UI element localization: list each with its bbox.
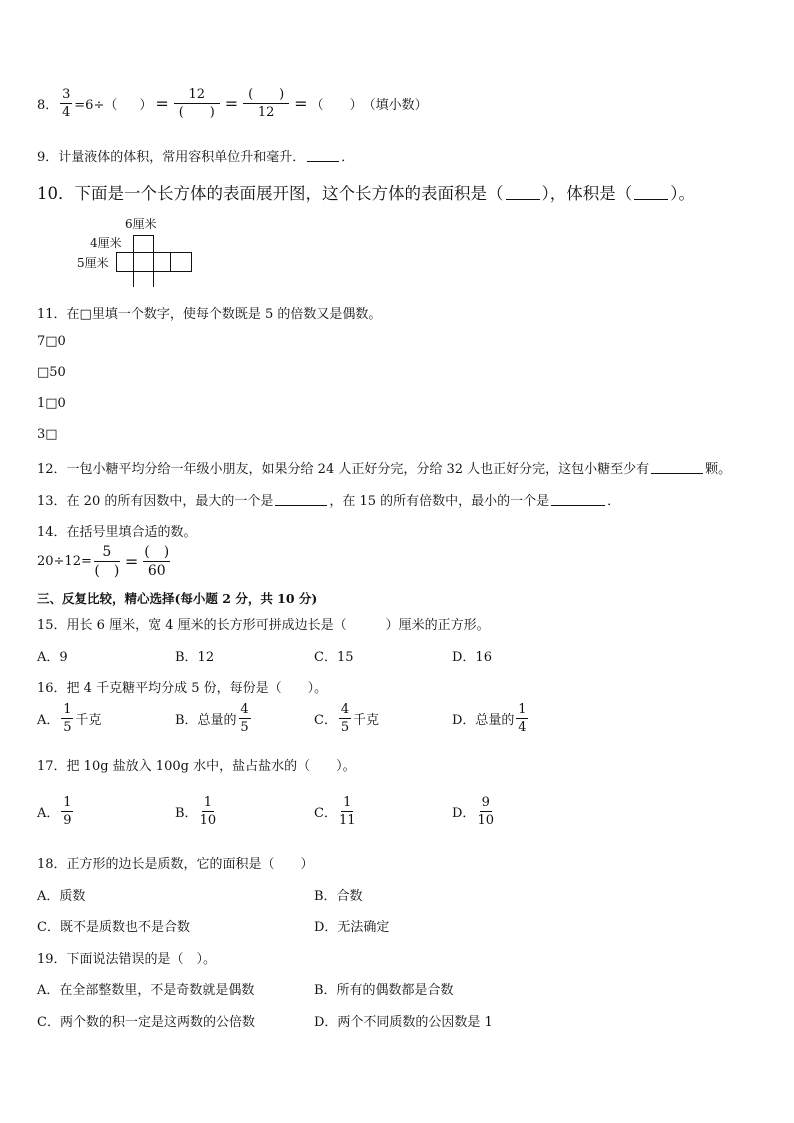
q8-answer-paren[interactable]: （ ） — [310, 98, 363, 113]
q17-option-c[interactable] — [314, 796, 358, 827]
q19-option-b[interactable] — [314, 979, 454, 998]
q8-div-text: =6÷（ — [74, 98, 118, 113]
q10-volume-blank[interactable] — [634, 184, 668, 200]
question-13 — [37, 490, 620, 509]
q8-close-paren: ） — [139, 98, 153, 113]
q17-option-b[interactable] — [175, 796, 218, 827]
question-18 — [37, 853, 314, 872]
q18-option-c[interactable] — [37, 916, 190, 935]
q16-a-fraction: $\frac{1}{5}$ — [63, 702, 72, 735]
q15-text: 15．用长 6 厘米，宽 4 厘米的长方形可拼成边长是（ ）厘米的正方形。 — [37, 618, 490, 633]
option-label: C． — [314, 713, 337, 728]
q11-item[interactable] — [37, 396, 66, 411]
q14-fraction-1[interactable]: $\frac{5}{( )}$ — [94, 544, 120, 579]
q19-option-a[interactable] — [37, 979, 254, 998]
option-label: C． — [314, 806, 337, 821]
q15-option-c[interactable] — [314, 646, 354, 665]
question-19 — [37, 948, 216, 967]
q10-text-c: ）。 — [670, 184, 695, 203]
option-text: A．9 — [37, 650, 68, 665]
q8-fraction-1: $\frac{3}{4}$ — [62, 87, 71, 120]
q10-surface-area-blank[interactable] — [506, 184, 540, 200]
q18-text: 18．正方形的边长是质数，它的面积是（ ） — [37, 857, 314, 872]
q17-option-a[interactable] — [37, 796, 75, 827]
option-text: B．合数 — [314, 889, 363, 904]
q11-item[interactable] — [37, 334, 66, 349]
q17-c-fraction: $\frac{1}{11}$ — [338, 795, 356, 828]
option-label: B．总量的 — [175, 713, 237, 728]
q12-text: 12．一包小糖平均分给一年级小朋友，如果分给 24 人正好分完，分给 32 人也正好分完，这包小糖至少有 — [37, 462, 650, 477]
option-label: D． — [452, 806, 476, 821]
q13-end: ． — [607, 494, 621, 509]
q18-option-a[interactable] — [37, 885, 85, 904]
net-right-face — [153, 252, 171, 272]
q8-fraction-3[interactable]: $\frac{( )}{12}$ — [243, 88, 289, 119]
option-text: C．两个数的积一定是这两数的公倍数 — [37, 1015, 255, 1030]
q13-blank-1[interactable] — [275, 493, 327, 506]
q14-expression — [37, 545, 172, 578]
q17-option-d[interactable] — [452, 796, 496, 827]
q15-option-a[interactable] — [37, 646, 68, 665]
q14-equals: = — [124, 552, 139, 571]
option-unit: 千克 — [75, 713, 102, 728]
q15-option-b[interactable] — [175, 646, 214, 665]
q13-text-a: 13．在 20 的所有因数中，最大的一个是 — [37, 494, 274, 509]
q12-end: 颗。 — [705, 462, 732, 477]
q8-equals-2: = — [224, 94, 239, 113]
q10-text-a: 10．下面是一个长方体的表面展开图，这个长方体的表面积是（ — [37, 184, 504, 203]
option-text: B．12 — [175, 650, 215, 665]
question-11 — [37, 303, 381, 322]
section-3-title-text: 三、反复比较，精心选择(每小题 2 分，共 10 分) — [37, 591, 318, 606]
option-text: D．无法确定 — [314, 920, 390, 935]
q19-option-c[interactable] — [37, 1011, 255, 1030]
q13-text-b: ，在 15 的所有倍数中，最小的一个是 — [329, 494, 550, 509]
net-bottom-face — [133, 271, 154, 287]
question-15 — [37, 614, 490, 633]
question-14 — [37, 521, 197, 540]
question-17 — [37, 755, 356, 774]
net-left-face — [116, 252, 134, 272]
section-3-title — [37, 589, 317, 607]
question-12 — [37, 458, 731, 477]
net-label-6cm: 6厘米 — [125, 217, 157, 231]
option-unit: 千克 — [352, 713, 379, 728]
q16-d-fraction: $\frac{1}{4}$ — [518, 702, 527, 735]
q11-item-text: 3□ — [37, 427, 58, 442]
question-9 — [37, 146, 354, 165]
q11-item[interactable] — [37, 427, 58, 442]
q11-item-text: 1□0 — [37, 396, 66, 411]
q12-answer-blank[interactable] — [651, 461, 703, 474]
option-text: A．质数 — [37, 889, 86, 904]
q17-a-fraction: $\frac{1}{9}$ — [63, 795, 72, 828]
option-text: B．所有的偶数都是合数 — [314, 983, 454, 998]
q14-fraction-2[interactable]: $\frac{( )}{60}$ — [144, 544, 170, 579]
net-back-face — [170, 252, 192, 272]
q14-text: 14．在括号里填合适的数。 — [37, 525, 197, 540]
q8-fraction-2[interactable]: $\frac{12}{( )}$ — [174, 88, 220, 119]
q15-option-d[interactable] — [452, 646, 492, 665]
q10-text-b: ），体积是（ — [541, 184, 633, 203]
q18-option-d[interactable] — [314, 916, 389, 935]
net-front-face — [133, 252, 154, 272]
q19-option-d[interactable] — [314, 1011, 493, 1030]
q16-option-b[interactable] — [175, 703, 253, 734]
question-10 — [37, 180, 695, 204]
option-label: A． — [37, 806, 60, 821]
q9-end: ． — [341, 150, 355, 165]
q16-text: 16．把 4 千克糖平均分成 5 份，每份是（ ）。 — [37, 681, 328, 696]
q19-text: 19．下面说法错误的是（ ）。 — [37, 952, 217, 967]
q17-d-fraction: $\frac{9}{10}$ — [477, 795, 494, 828]
q9-text: 9．计量液体的体积，常用容积单位升和毫升． — [37, 150, 306, 165]
option-label: A． — [37, 713, 60, 728]
cuboid-net-diagram — [75, 215, 205, 290]
option-label: D．总量的 — [452, 713, 515, 728]
question-8 — [37, 88, 428, 119]
q11-item[interactable] — [37, 365, 66, 380]
question-16 — [37, 677, 327, 696]
q11-text: 11．在□里填一个数字，使每个数既是 5 的倍数又是偶数。 — [37, 307, 382, 322]
q8-number: 8． — [37, 98, 59, 113]
option-text: C．15 — [314, 650, 354, 665]
option-label: B． — [175, 806, 198, 821]
q8-equals-3: = — [294, 94, 308, 113]
q16-b-fraction: $\frac{4}{5}$ — [240, 702, 249, 735]
net-label-5cm: 5厘米 — [77, 256, 109, 270]
net-top-face — [133, 235, 154, 253]
q14-expr: 20÷12= — [37, 554, 92, 569]
q8-equals-1: = — [155, 94, 169, 113]
q18-option-b[interactable] — [314, 885, 363, 904]
option-text: D．16 — [452, 650, 492, 665]
q16-option-c[interactable] — [314, 703, 379, 734]
option-text: D．两个不同质数的公因数是 1 — [314, 1015, 493, 1030]
q8-note: （填小数） — [362, 98, 428, 113]
q17-b-fraction: $\frac{1}{10}$ — [199, 795, 217, 828]
q16-option-a[interactable] — [37, 703, 101, 734]
q11-item-text: 7□0 — [37, 334, 66, 349]
q16-c-fraction: $\frac{4}{5}$ — [340, 702, 350, 735]
option-text: C．既不是质数也不是合数 — [37, 920, 190, 935]
option-text: A．在全部整数里，不是奇数就是偶数 — [37, 983, 255, 998]
q16-option-d[interactable] — [452, 703, 530, 734]
q13-blank-2[interactable] — [551, 493, 605, 506]
net-label-4cm: 4厘米 — [90, 236, 122, 250]
q9-answer-blank[interactable] — [307, 149, 339, 162]
q17-text: 17．把 10g 盐放入 100g 水中，盐占盐水的（ ）。 — [37, 759, 356, 774]
q11-item-text: □50 — [37, 365, 66, 380]
